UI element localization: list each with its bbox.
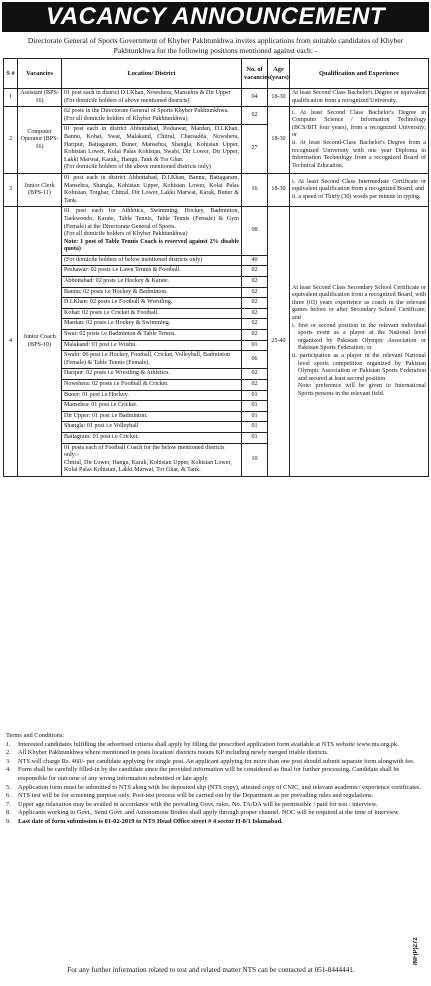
row-qualification: i. At least Second Class Bachelor's Degree in Computer Science / Information Technology (BCS/BIT four years), from a recognized University; or ii. At least Second-Class Bachelor's Degree from a recognized University with one year Diploma in Information Technology from a recognized Board of Technical Education.	[290, 107, 429, 174]
table-header-row	[4, 59, 429, 89]
row-count: 27	[242, 125, 268, 174]
header-qualification: Qualification and Experience	[290, 59, 429, 89]
header-no-vacancies: No. of vacancies	[242, 59, 268, 89]
row-qualification: At least Second Class Bachelor's Degree or equivalent qualification from a recognized University.	[290, 89, 429, 107]
row-location: Mansehra: 01 post i.e Cricket.	[62, 401, 242, 412]
row-age: 18-30	[268, 107, 290, 174]
row-count: 04	[242, 89, 268, 107]
row-count: 01	[242, 390, 268, 401]
header-sno: S #	[4, 59, 18, 89]
vacancy-table	[3, 58, 429, 477]
table-row	[4, 173, 429, 206]
row-location: Shangla: 01 post i.e Volleyball	[62, 422, 242, 433]
header-location: Location/ District	[62, 59, 242, 89]
row-location: Buner: 01 post i.e Hockey.	[62, 390, 242, 401]
row-count: 10	[242, 443, 268, 476]
row-count: 02	[242, 369, 268, 380]
row-post: Computer Operator (BPS-16)	[18, 107, 62, 174]
reference-stamp: INF(P)272	[413, 937, 419, 965]
list-item: 3. NTS will charge Rs. 460/- per candidate applying for single post. An applicant applying for more than one post should submit separate form alongwith fee.	[6, 757, 415, 765]
row-count: 02	[242, 287, 268, 298]
table-row	[4, 207, 429, 256]
row-count: 02	[242, 319, 268, 330]
row-location: Bannu: 02 posts i.e Hockey & Badminton.	[62, 287, 242, 298]
row-sno: 2	[4, 107, 18, 174]
row-location: Nowshera: 02 posts i.e Football & Cricket.	[62, 380, 242, 391]
list-item: 9. Last date of form submission is 01-02-2019 to NTS Head Office street # 4 sector H-8/1 Islamabad.	[6, 817, 283, 825]
row-count: 02	[242, 107, 268, 125]
row-qualification: At least Second Class Secondary School Certificate or equivalent qualification from a recognized Board, with three (03) years experience as coach in the relevant games before or after Secondary School Certificate; and i. first or second position in the relevant individual sports event as a player at the National level organized by Pakistan Olympic Association or Pakistan Sports Federation; or ii. participation as a player in the relevant National level sports competition organized by Pakistan Olympic Association or Pakistan Sports Federation and secured at least second position Note: preference will be given to International Sports persons in the relevant field.	[290, 207, 429, 477]
row-count: 02	[242, 330, 268, 341]
row-location: 01 post each for Athletics, Swimming, Hockey, Badminton, Taekwondo, Karate, Table Tennis, Table Tennis (Female) & Gym (Female) at the Directorate General of Sports. (For all domicile holders of Khyber Pakhtunkhwa) Note: 1 post of Table Tennis Coach is reserved against 2% disable quota)	[62, 207, 242, 256]
row-sno: 3	[4, 173, 18, 206]
row-location: 01 post each in district D.I.Khan, Nowshera, Mansehra & Dir Upper (For domicile holders of above mentioned districts)	[62, 89, 242, 107]
row-count: 01	[242, 411, 268, 422]
list-item: 8. Applicants working in Govt., Semi Govt. and Autonomous Bodies shall apply through proper channel. NOC will be required at the time of interview.	[6, 809, 400, 817]
row-count: 01	[242, 340, 268, 351]
list-item: 7. Upper age relaxation may be availed in accordance with the prevailing Govt. rules. No. TA/DA will be permissible / paid for test / interview.	[6, 800, 378, 808]
row-sno: 4	[4, 207, 18, 477]
terms-heading: Terms and Conditions:	[6, 732, 65, 739]
row-location: 01 posts each of Football Coach for the below mentioned districts only:- Chitral, Dir Lower, Hangu, Karak, Kohistan Upper, Kohistan Lower, Kolai Palas Kohistan, Lakki Marwat, Tor Ghar, & Tank.	[62, 443, 242, 476]
list-item: 4. Form shall be carefully filled-in by the candidate since the provided information will be considered as final for further processing. Candidate shall be responsible for outcome of any wrong information submitted or late apply.	[6, 766, 400, 782]
list-item: 2. All Khyber Pakhtunkhwa where mentioned in posts location/ districts means KP including newly merged triable districts.	[6, 749, 329, 757]
row-count: 02	[242, 266, 268, 277]
row-location: 01 post each in district Abbottabad, Peshawar, Mardan, D.I.Khan, Bannu, Kohat, Swat, Malakand, Chitral, Charsadda, Nowshera, Haripur, Battagaram, Buner, Mansehra, Shangla, Kohistan Upper, Kohistan Lower, Kolai Palas Kohistan, Swabi, Dir Lower, Dir Upper, Lakki Marwat, Karak,, Hangu, Tank & Tor Ghar. (For domicile holders of the above mentioned districts only)	[62, 125, 242, 174]
row-sno: 1	[4, 89, 18, 107]
row-count: 01	[242, 401, 268, 412]
row-count: 16	[242, 173, 268, 206]
row-count: 01	[242, 432, 268, 443]
row-location: Dir Upper: 01 post i.e Badminton.	[62, 411, 242, 422]
row-count: 02	[242, 380, 268, 391]
row-age: 18-30	[268, 173, 290, 206]
row-location: D.I.Khan: 02 posts i.e Football & Wrestling.	[62, 298, 242, 309]
row-location: Haripur: 02 posts i.e Wrestling & Athletics.	[62, 369, 242, 380]
row-location: Malakand: 01 post i.e Wushu.	[62, 340, 242, 351]
row-post: Junior Coach (BPS-10)	[18, 207, 62, 477]
row-location: 02 posts in the Directorate General of Sports Khyber Pakhtunkhwa. (For all domicile holders of Khyber Pakhtunkhwa)	[62, 107, 242, 125]
row-count: 01	[242, 422, 268, 433]
table-row	[4, 89, 429, 107]
row-age: 18-30	[268, 89, 290, 107]
list-item: 1. Interested candidates fulfilling the advertised criteria shall apply by filling the prescribed application form available at NTS website www.nts.org.pk.	[6, 740, 399, 748]
table-row	[4, 107, 429, 125]
row-location: 01 post each in district Abbottabad, D.I.Khan, Bannu, Battagaram, Mansehra, Shangla, Kohistan Upper, Kohistan Lower, Kolai Palas Kohistan, Torghar, Chitral, Dir Lower, Lakki Marwat, Karak, Buner & Tank.	[62, 173, 242, 206]
row-count: 02	[242, 277, 268, 288]
row-location: Peshawar: 02 posts i.e Lawn Tennis & Football.	[62, 266, 242, 277]
intro-text: Directorate General of Sports Government of Khyber Pakhtunkhwa invites applications from suitable candidates of Khyber Pakhtunkhwa for the following positions mentioned against each: -	[27, 36, 404, 55]
row-count: 08	[242, 207, 268, 256]
row-post: Junior Clerk (BPS-11)	[18, 173, 62, 206]
row-location: Battagram: 01 post i.e Cricket.	[62, 432, 242, 443]
row-qualification: i. At least Second Class Intermediate Certificate or equivalent qualification from a recognized Board; and ii. a speed of Thirty (30) words per minute in typing.	[290, 173, 429, 206]
header-age: Age (years)	[268, 59, 290, 89]
row-age: 25-40	[268, 207, 290, 477]
row-location: Mardan: 02 posts i.e Hockey & Swimming.	[62, 319, 242, 330]
list-item: 6. NTS test will be for screening purpose only. Post-test process will be carried out by the Department as per prevailing rules and regulations.	[6, 792, 374, 800]
row-location: Swabi: 06 post i.e Hockey, Football, Cricket, Volleyball, Badminton (Female) & Table Tennis (Female).	[62, 351, 242, 369]
row-count: 06	[242, 351, 268, 369]
row-count: 02	[242, 298, 268, 309]
row-count: 40	[242, 255, 268, 266]
terms-section	[6, 732, 426, 827]
row-count: 02	[242, 308, 268, 319]
row-post: Assistant (BPS-16)	[18, 89, 62, 107]
row-location: Kohat: 02 posts i.e Cricket & Football.	[62, 308, 242, 319]
page-title: VACANCY ANNOUNCEMENT	[2, 2, 429, 32]
row-location: Swat: 02 posts i.e Badminton & Table Tennis.	[62, 330, 242, 341]
list-item: 5. Application form must be submitted to NTS along with fee deposited slip (NTS copy), attested copy of CNIC, and relevant academic/ experience certificates.	[6, 783, 422, 791]
row-location: Abbottabad: 02 posts i.e Hockey & Karate.	[62, 277, 242, 288]
footer-contact: For any further information related to test and related matter NTS can be contacted at 051-8444441.	[67, 966, 355, 974]
header-vacancies: Vacancies	[18, 59, 62, 89]
row-location: (For domicile holders of below mentioned districts only)	[62, 255, 242, 266]
